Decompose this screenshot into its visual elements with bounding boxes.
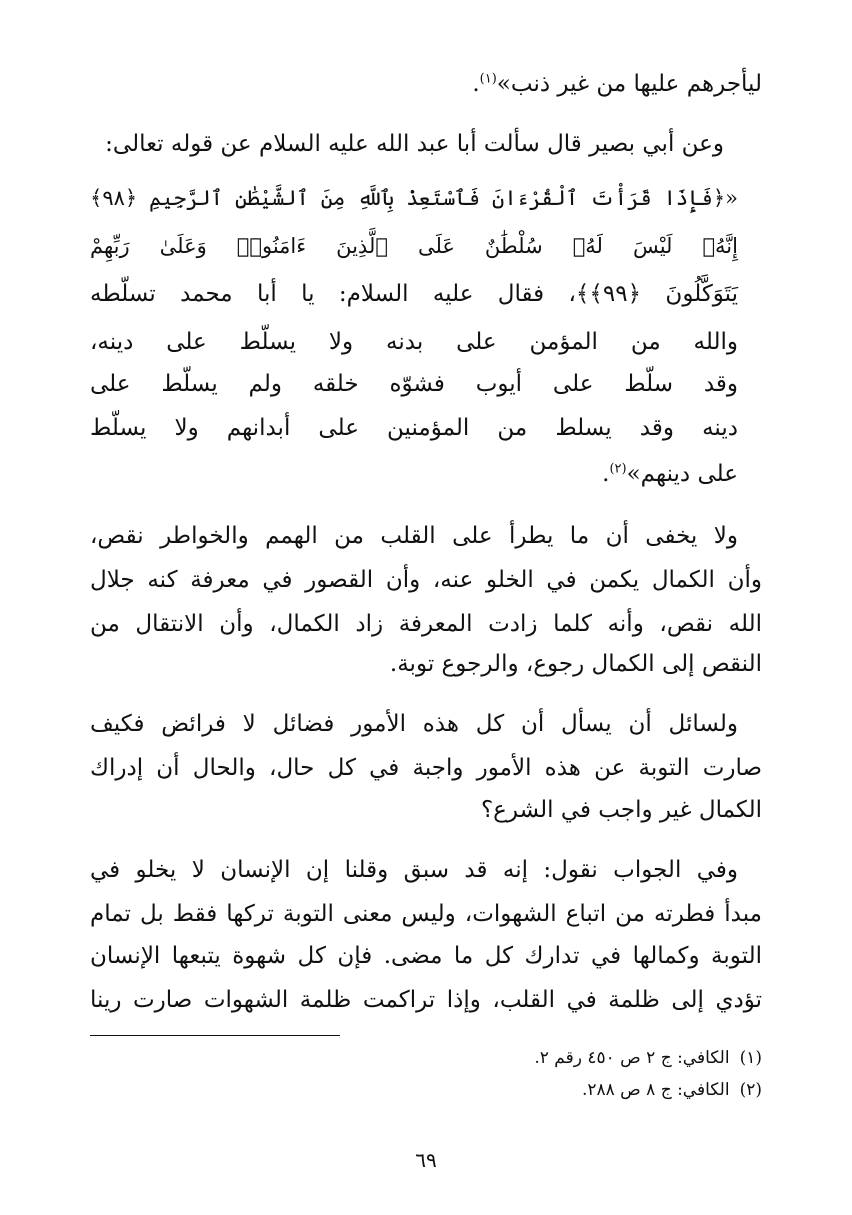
footnote-ref-1: (١) bbox=[479, 71, 497, 87]
para1-line-2: وأن الكمال يكمن في الخلو عنه، وأن القصور في معرفة كنه جلال bbox=[90, 567, 762, 593]
footnote-1-text: الكافي: ج ٢ ص ٤٥٠ رقم ٢. bbox=[534, 1048, 730, 1068]
continuation-text: ليأجرهم عليها من غير ذنب» bbox=[496, 71, 762, 97]
continuation-line bbox=[472, 60, 762, 108]
quote-line-4: والله من المؤمن على بدنه ولا يسلّط على دينه، bbox=[90, 329, 738, 355]
para3-line-3: التوبة وكمالها في تدارك كل ما مضى. فإن كل شهوة يتبعها الإنسان bbox=[90, 943, 762, 969]
quote-line-6: دينه وقد يسلط من المؤمنين على أبدانهم ولا يسلّط bbox=[90, 415, 738, 441]
quote-last-text: على دينهم» bbox=[626, 461, 738, 487]
para1-line-4: النقص إلى الكمال رجوع، والرجوع توبة. bbox=[389, 651, 762, 677]
footnote-2 bbox=[582, 1076, 762, 1104]
para2-line-3: الكمال غير واجب في الشرع؟ bbox=[480, 797, 762, 823]
footnote-2-number: (٢) bbox=[739, 1080, 762, 1100]
hadith-intro: وعن أبي بصير قال سألت أبا عبد الله عليه السلام عن قوله تعالى: bbox=[105, 131, 724, 157]
para3-line-4: تؤدي إلى ظلمة في القلب، وإذا تراكمت ظلمة الشهوات صارت رينا bbox=[90, 987, 762, 1013]
para1-line-3: الله نقص، وأنه كلما زادت المعرفة زاد الكمال، وأن الانتقال من bbox=[90, 611, 762, 637]
para3-line-1: وفي الجواب نقول: إنه قد سبق وقلنا إن الإنسان لا يخلو في bbox=[90, 857, 738, 883]
quote-line-5: وقد سلّط على أيوب فشوّه خلقه ولم يسلّط على bbox=[90, 371, 738, 397]
para2-line-1: ولسائل أن يسأل أن كل هذه الأمور فضائل لا فرائض فكيف bbox=[90, 711, 738, 737]
footnote-ref-2: (٢) bbox=[609, 461, 627, 477]
footnote-separator bbox=[90, 1035, 340, 1036]
quote-last-line bbox=[602, 450, 738, 498]
quote-end: . bbox=[602, 461, 610, 487]
footnote-1 bbox=[534, 1044, 762, 1072]
continuation-end: . bbox=[472, 71, 480, 97]
page-number: ٦٩ bbox=[415, 1148, 437, 1172]
footnote-2-text: الكافي: ج ٨ ص ٢٨٨. bbox=[581, 1080, 730, 1100]
para3-line-2: مبدأ فطرته من اتباع الشهوات، وليس معنى التوبة تركها فقط بل تمام bbox=[90, 901, 762, 927]
para2-line-2: صارت التوبة عن هذه الأمور واجبة في كل حال، والحال أن إدراك bbox=[90, 755, 762, 781]
quote-line-2: إِنَّهُۥ لَيْسَ لَهُۥ سُلْطَٰنٌ عَلَى ٱلَّذِينَ ءَامَنُوا۟ وَعَلَىٰ رَبِّهِمْ bbox=[90, 234, 738, 258]
footnote-1-number: (١) bbox=[739, 1048, 762, 1068]
para1-line-1: ولا يخفى أن ما يطرأ على القلب من الهمم والخواطر نقص، bbox=[90, 523, 738, 549]
quote-line-1: «﴿فَإِذَا قَرَأْتَ ٱلْقُرْءَانَ فَٱسْتَعِذْ بِٱللَّهِ مِنَ ٱلشَّيْطَٰنِ ٱلرَّجِيمِ ﴿٩٨﴾ bbox=[90, 186, 738, 210]
quote-line-3: يَتَوَكَّلُونَ ﴿٩٩﴾﴾، فقال عليه السلام: يا أبا محمد تسلّطه bbox=[90, 281, 738, 307]
